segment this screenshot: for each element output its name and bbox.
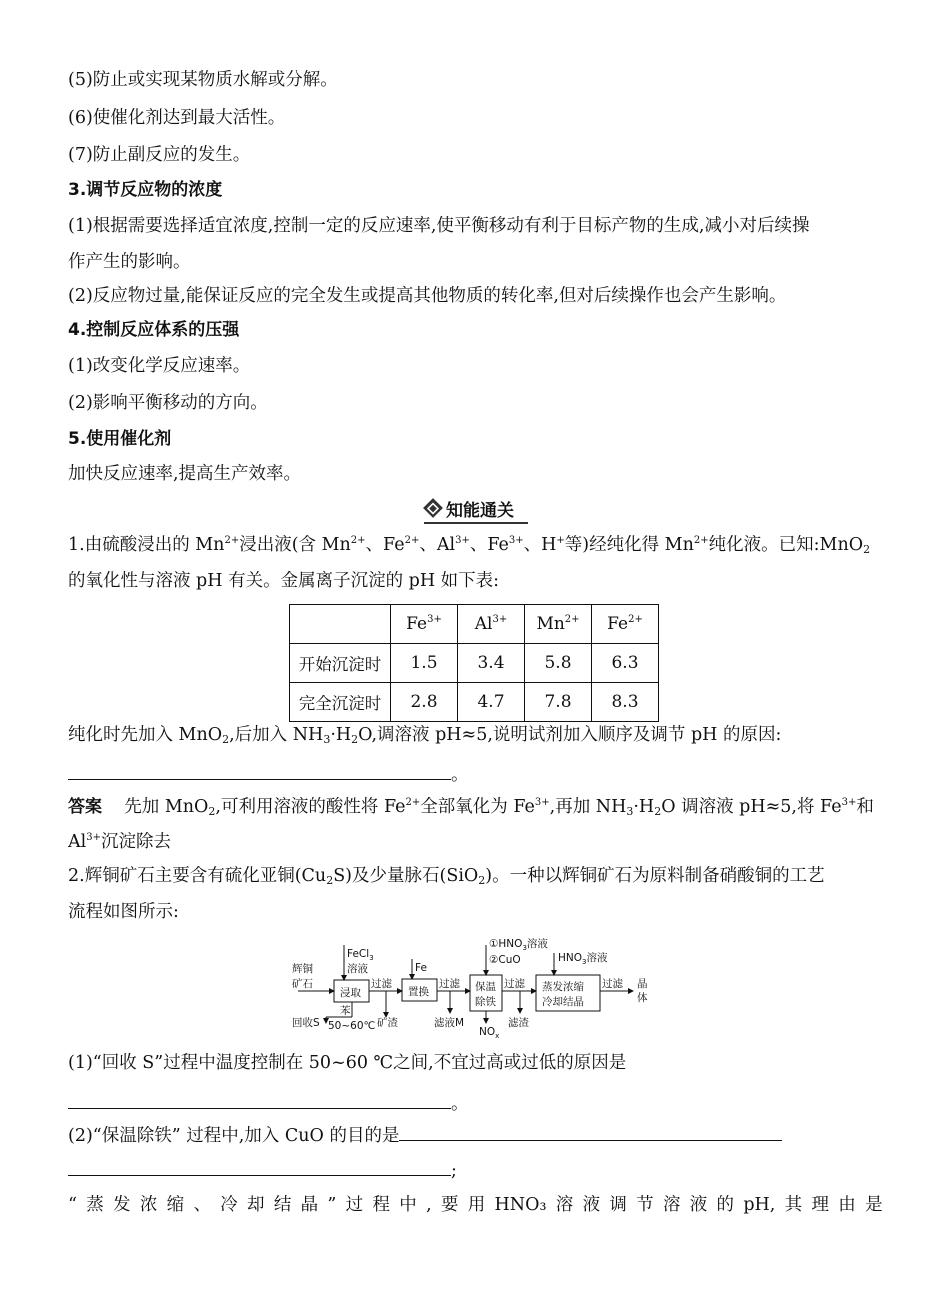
text-line: (6)使催化剂达到最大活性。: [68, 108, 286, 128]
justified-char: 晶: [300, 1195, 319, 1215]
flow-label: Fe: [415, 962, 427, 974]
flow-label: $HNO_3$溶液: [558, 952, 608, 966]
text-line: 加快反应速率,提高生产效率。: [68, 464, 302, 484]
flow-label: 苯: [340, 1005, 351, 1017]
flow-label: 过滤: [602, 978, 623, 990]
table-cell: 8.3: [592, 683, 659, 722]
question-2-line-1: 2.辉铜矿石主要含有硫化亚铜$(Cu_2S)$及少量脉石(SiO$_2$)。一种以辉铜矿石为原料制备硝酸铜的工艺: [68, 866, 825, 887]
flow-label: 晶: [637, 978, 648, 990]
text-line: (2)反应物过量,能保证反应的完全发生或提高其他物质的转化率,但对后续操作也会产生影响。: [68, 286, 787, 306]
flow-label: 置换: [408, 986, 429, 998]
flow-label: 过滤: [439, 978, 460, 990]
answer-line-1: 答案 先加 MnO$_2$,可利用溶液的酸性将 $Fe^{2+}$全部氧化为 $Fe^{3+}$,再加 $NH_3\cdot H_2O$ 调溶液 pH≈5,将 $Fe^{3+}$和: [68, 797, 874, 818]
justified-char: 中: [399, 1195, 417, 1215]
table-header-cell: $Mn^{2+}$: [525, 605, 592, 644]
text-line: (5)防止或实现某物质水解或分解。: [68, 70, 338, 90]
justified-char: 节: [636, 1195, 654, 1215]
flow-label: 保温: [475, 981, 496, 993]
justified-char: 的: [716, 1195, 735, 1215]
flow-label: 体: [637, 992, 648, 1004]
justified-char: 是: [865, 1195, 883, 1215]
table-row: [290, 683, 659, 722]
table-corner-cell: [290, 605, 391, 644]
flow-label: 滤液M: [434, 1017, 465, 1029]
flow-label: 溶液: [347, 963, 368, 975]
question-1-line-1: 1.由硫酸浸出的 $Mn^{2+}$浸出液(含 $Mn^{2+}$、$Fe^{2+}$、$Al^{3+}$、$Fe^{3+}$、H+等)经纯化得 $Mn^{2+}$纯化液。已知:MnO$_2$: [68, 535, 871, 556]
table-row-label: 开始沉淀时: [290, 644, 391, 683]
table-row: [290, 644, 659, 683]
text-line: (2)影响平衡移动的方向。: [68, 393, 268, 413]
justified-char: 发: [113, 1195, 131, 1215]
table-cell: 5.8: [525, 644, 592, 683]
text-line: (1)改变化学反应速率。: [68, 356, 251, 376]
section-tag-label: 知能通关: [446, 500, 514, 521]
justified-char: 缩: [166, 1195, 185, 1215]
flow-label: 辉铜: [292, 963, 313, 975]
text-line: (7)防止副反应的发生。: [68, 145, 251, 165]
justified-char: 调: [609, 1195, 627, 1215]
justified-char: 理: [811, 1195, 829, 1215]
diamond-icon: [423, 498, 443, 518]
justified-char: 液: [582, 1195, 601, 1215]
process-flow-diagram: [290, 935, 670, 1039]
justified-char: 浓: [139, 1195, 158, 1215]
table-header-cell: $Fe^{3+}$: [391, 605, 458, 644]
table-header-cell: $Al^{3+}$: [458, 605, 525, 644]
justified-char: ”: [327, 1195, 337, 1215]
flow-label: 蒸发浓缩: [542, 981, 584, 993]
justified-char: pH,: [743, 1195, 776, 1215]
flow-label: 矿渣: [377, 1017, 398, 1029]
flow-label: $NO_x$: [479, 1026, 500, 1039]
flow-label: 滤渣: [508, 1017, 529, 1029]
question-2-sub-3: [68, 1193, 883, 1217]
flow-label: 浸取: [340, 987, 361, 999]
justified-char: 过: [345, 1195, 364, 1215]
table-header-cell: $Fe^{2+}$: [592, 605, 659, 644]
table-cell: 6.3: [592, 644, 659, 683]
table-row-label: 完全沉淀时: [290, 683, 391, 722]
flow-label: 除铁: [475, 996, 496, 1008]
justified-char: “: [68, 1195, 77, 1215]
answer-blank[interactable]: [68, 1090, 451, 1109]
justified-char: 溶: [662, 1195, 681, 1215]
flow-label: FeCl$_3$: [347, 948, 374, 962]
justified-char: 蒸: [86, 1195, 104, 1215]
justified-char: 溶: [555, 1195, 574, 1215]
flow-label: 过滤: [504, 978, 525, 990]
question-2-sub-2: (2)“保温除铁” 过程中,加入 CuO 的目的是: [68, 1122, 782, 1148]
flow-label: 50~60℃: [328, 1020, 376, 1032]
justified-char: HNO₃: [494, 1195, 547, 1215]
table-cell: 1.5: [391, 644, 458, 683]
question-1-line-2: 的氧化性与溶液 pH 有关。金属离子沉淀的 pH 如下表:: [68, 571, 500, 591]
answer-blank[interactable]: [399, 1122, 782, 1141]
flow-label: 回收S: [292, 1017, 320, 1029]
answer-blank-line: 。: [68, 1090, 469, 1116]
table-cell: 3.4: [458, 644, 525, 683]
answer-blank[interactable]: [68, 761, 451, 780]
section-heading: 3.调节反应物的浓度: [68, 180, 223, 200]
flow-label: ②CuO: [489, 954, 521, 966]
text-line: (1)根据需要选择适宜浓度,控制一定的反应速率,使平衡移动有利于目标产物的生成,减小对后续操: [68, 216, 810, 236]
question-1-prompt: 纯化时先加入 MnO$_2$,后加入 $NH_3\cdot H_2O$,调溶液 pH≈5,说明试剂加入顺序及调节 pH 的原因:: [68, 725, 782, 746]
table-cell: 4.7: [458, 683, 525, 722]
question-2-sub-1: (1)“回收 S”过程中温度控制在 50~60 ℃之间,不宜过高或过低的原因是: [68, 1053, 627, 1073]
justified-char: 液: [689, 1195, 708, 1215]
flow-label: 过滤: [371, 978, 392, 990]
flow-label: 矿石: [292, 978, 313, 990]
justified-char: 结: [273, 1195, 292, 1215]
flow-label: $①HNO_3$溶液: [489, 938, 548, 952]
section-heading: 5.使用催化剂: [68, 429, 172, 449]
justified-char: 由: [838, 1195, 856, 1215]
section-tag: [424, 495, 528, 521]
table-cell: 7.8: [525, 683, 592, 722]
question-2-line-2: 流程如图所示:: [68, 902, 179, 922]
answer-line-2: $Al^{3+}$沉淀除去: [68, 832, 171, 852]
answer-blank-line: ;: [68, 1157, 457, 1183]
table-header-row: [290, 605, 659, 644]
answer-label: 答案: [68, 797, 102, 817]
justified-char: 程: [372, 1195, 390, 1215]
flow-label: 冷却结晶: [542, 996, 584, 1008]
answer-blank[interactable]: [68, 1157, 451, 1176]
tag-underline: [424, 522, 528, 524]
section-heading: 4.控制反应体系的压强: [68, 320, 240, 340]
justified-char: 却: [247, 1195, 265, 1215]
justified-char: 要: [440, 1195, 459, 1215]
justified-char: 用: [467, 1195, 486, 1215]
answer-blank-line: 。: [68, 761, 469, 787]
precipitation-ph-table: [289, 604, 659, 722]
text-line: 作产生的影响。: [68, 252, 191, 272]
justified-char: 其: [784, 1195, 803, 1215]
table-cell: 2.8: [391, 683, 458, 722]
justified-char: ,: [426, 1195, 432, 1215]
justified-char: 冷: [220, 1195, 238, 1215]
justified-char: 、: [193, 1195, 211, 1215]
